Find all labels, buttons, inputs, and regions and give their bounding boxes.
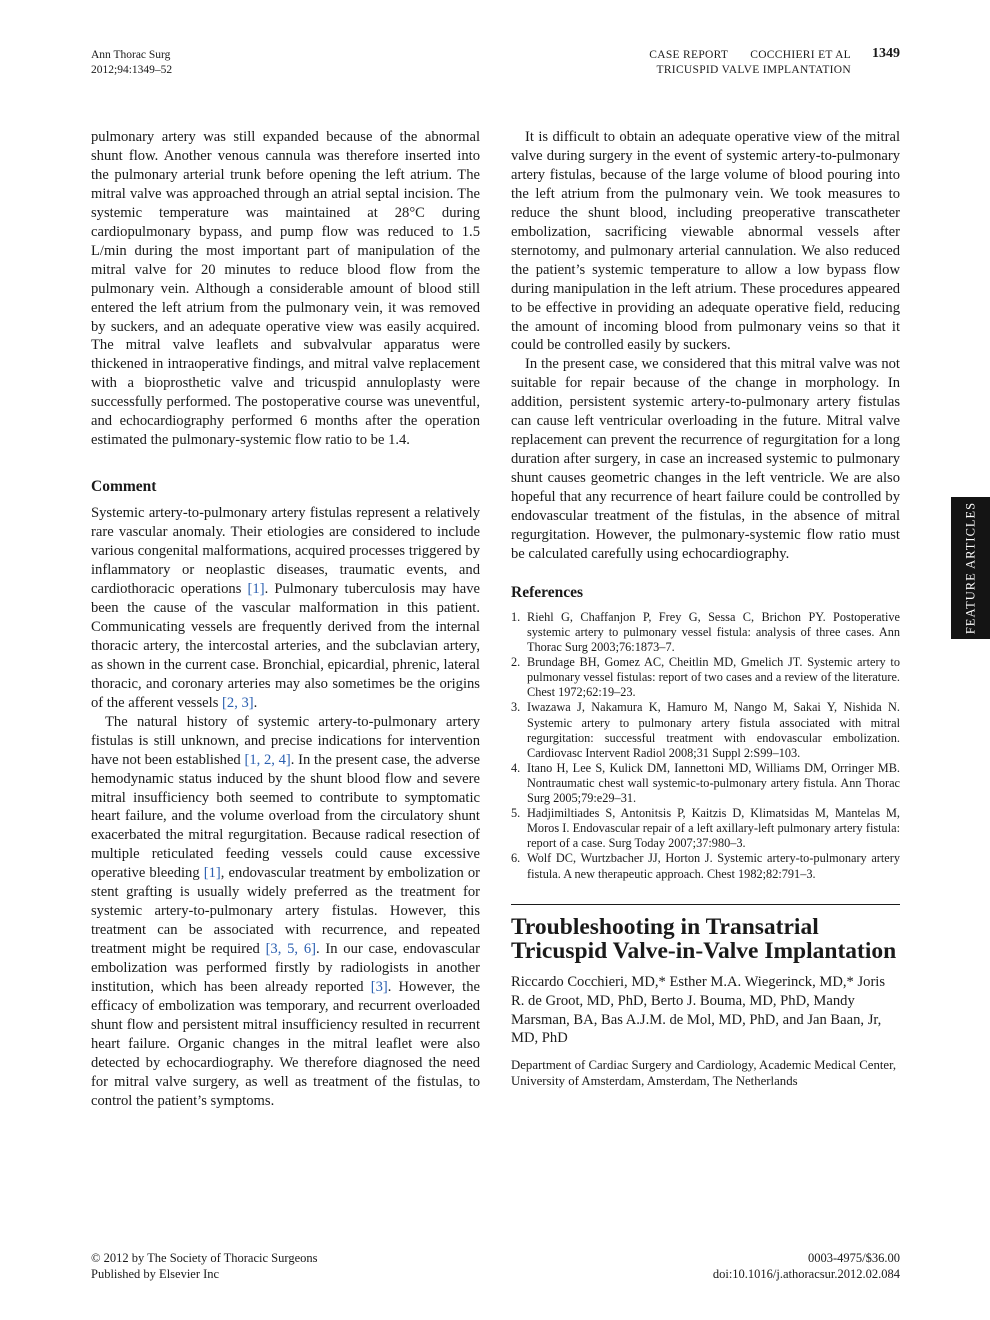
- body-paragraph: The natural history of systemic artery-to-pulmonary artery fistulas is still unknown, and precise indications for intervention have not been established [1, 2, 4]. In the present case, the adverse hemodynamic status induced by the shunt blood flow and severe mitral insufficiency both seemed to contribute to symptomatic heart failure, and the volume overload from the circulatory shunt exacerbated the mitral regurgitation. Because radical resection of multiple reticulated feeding vessels could cause excessive operative bleeding [1], endovascular treatment by embolization or stent grafting is usually widely preferred as the treatment for systemic artery-to-pulmonary artery fistulas. However, this treatment can be associated with recurrence, and repeated treatment might be required [3, 5, 6]. In our case, endovascular embolization was performed firstly by radiologists in another institution, which has been already reported [3]. However, the efficacy of embolization was temporary, and recurrent overloaded shunt flow and persistent mitral insufficiency resulted in recurrent heart failure. Organic changes in the mitral leaflet were also detected by echocardiography. We therefore diagnosed the need for mitral valve surgery, as well as treatment of the fistulas, to control the patient’s symptoms.: [91, 713, 481, 1109]
- body-paragraph: It is difficult to obtain an adequate operative view of the mitral valve during surgery in the event of systemic artery-to-pulmonary artery fistulas, because of the large volume of blood pouring into the left atrium from the pulmonary vein. We took measures to reduce the shunt blood, including preoperative transcatheter embolization, sacrificing viewable abnormal vessels after sternotomy, and pulmonary arterial cannulation. We also reduced the patient’s systemic temperature to allow a low bypass flow during manipulation in the left atrium. These procedures appeared to be effective in providing an adequate operative field, reducing the amount of incoming blood from pulmonary veins so that it could be controlled easily by suckers.: [511, 129, 900, 354]
- section-label: CASE REPORT: [649, 49, 729, 61]
- running-header-right: [649, 48, 851, 78]
- next-article-title: Troubleshooting in Transatrial Tricuspid Valve-in-Valve Implantation: [511, 913, 897, 964]
- copyright: © 2012 by The Society of Thoracic Surgeons: [91, 1251, 318, 1265]
- citation-link[interactable]: [3, 5, 6]: [265, 941, 316, 958]
- citation-link[interactable]: [1]: [203, 865, 221, 882]
- publisher: Published by Elsevier Inc: [91, 1267, 220, 1281]
- running-title: TRICUSPID VALVE IMPLANTATION: [656, 64, 851, 76]
- reference-item: 2. Brundage BH, Gomez AC, Cheitlin MD, Gmelich JT. Systemic artery to pulmonary vessel fistulas: report of two cases and a review of the literature. Chest 1972;62:19–23.: [511, 655, 900, 700]
- footer-right: [713, 1250, 900, 1282]
- reference-item: 5. Hadjimiltiades S, Antonitsis P, Kaitzis D, Klimatsidas M, Mantelas M, Moros I. Endovascular repair of a left axillary-left pulmonary artery fistula: report of a case. Surg Today 2007;37:980–3.: [511, 806, 900, 851]
- journal-name: Ann Thorac Surg: [91, 49, 171, 61]
- issn-price: 0003-4975/$36.00: [807, 1251, 900, 1265]
- volume-line: 2012;94:1349–52: [91, 64, 173, 76]
- feature-articles-tab: [951, 497, 990, 639]
- citation-link[interactable]: [2, 3]: [222, 694, 254, 711]
- reference-item: 1. Riehl G, Chaffanjon P, Frey G, Sessa C, Brichon PY. Postoperative systemic artery to pulmonary vessel fistula: analysis of three cases. Ann Thorac Surg 2003;76:1873–7.: [511, 609, 900, 655]
- body-paragraph: pulmonary artery was still expanded because of the abnormal shunt flow. Another venous cannula was therefore inserted into the pulmonary arterial trunk before opening the left atrium. The mitral valve was approached through an atrial septal incision. The systemic temperature was maintained at 28°C during cardiopulmonary bypass, and pump flow was reduced to 1.5 L/min during the most important part of manipulation of the mitral valve for 20 minutes to reduce blood flow from the pulmonary vein. Although a considerable amount of blood still entered the left atrium from the pulmonary vein, it was removed by suckers, and an adequate operative view was easily acquired. The mitral valve leaflets and subvalvular apparatus were thickened in intraoperative findings, and mitral valve replacement with a bioprosthetic valve and tricuspid annuloplasty were successfully performed. The postoperative course was uneventful, and echocardiography performed 6 months after the operation estimated the pulmonary-systemic flow ratio to be 1.4.: [91, 129, 480, 449]
- reference-item: 6. Wolf DC, Wurtzbacher JJ, Horton J. Systemic artery-to-pulmonary artery fistula. A new therapeutic approach. Chest 1982;82:791–3.: [511, 851, 900, 881]
- next-article-affiliation: Department of Cardiac Surgery and Cardiology, Academic Medical Center, University of Amsterdam, Amsterdam, The Netherlands: [511, 1058, 897, 1088]
- reference-item: 4. Itano H, Lee S, Kulick DM, Iannettoni MD, Williams DM, Orringer MB. Nontraumatic chest wall systemic-to-pulmonary artery fistula. Ann Thorac Surg 2005;79:e29–31.: [511, 760, 900, 806]
- authors-short: COCCHIERI ET AL: [750, 49, 851, 61]
- page-number: 1349: [872, 46, 900, 61]
- next-article-authors: Riccardo Cocchieri, MD,* Esther M.A. Wiegerinck, MD,* Joris R. de Groot, MD, PhD, Berto J. Bouma, MD, PhD, Mandy Marsman, BA, Bas A.J.M. de Mol, MD, PhD, and Jan Baan, Jr, MD, PhD: [511, 973, 886, 1047]
- comment-heading: Comment: [91, 478, 157, 496]
- citation-link[interactable]: [3]: [370, 979, 388, 996]
- body-paragraph: Systemic artery-to-pulmonary artery fistulas represent a relatively rare vascular anomaly. Their etiologies are considered to include various congenital malformations, acquired processes triggered by inflammatory or neoplastic diseases, traumatic events, and cardiothoracic operations [1]. Pulmonary tuberculosis may have been the cause of the vascular malformation in this patient. Communicating vessels are frequently derived from the internal thoracic artery, the intercostal arteries, and the subclavian artery, as shown in the current case. Bronchial, epicardial, phrenic, lateral thoracic, and coronary arteries may also sometimes be the origins of the afferent vessels [2, 3].: [91, 505, 480, 711]
- running-header-left: [91, 48, 172, 78]
- footer-left: [91, 1250, 317, 1282]
- side-tab-label: FEATURE ARTICLES: [963, 501, 977, 635]
- article-divider: [511, 904, 900, 905]
- citation-link[interactable]: [1, 2, 4]: [244, 751, 291, 768]
- reference-list: [511, 610, 900, 882]
- right-column: [511, 128, 900, 1089]
- doi[interactable]: doi:10.1016/j.athoracsur.2012.02.084: [712, 1267, 900, 1281]
- reference-item: 3. Iwazawa J, Nakamura K, Hamuro M, Nango M, Sakai Y, Nishida N. Systemic artery to pulmonary artery fistula associated with mitral regurgitation: successful treatment with endovascular embolization. Cardiovasc Intervent Radiol 2008;31 Suppl 2:S99–103.: [511, 700, 900, 760]
- references-heading: References: [511, 583, 584, 601]
- citation-link[interactable]: [1]: [247, 581, 265, 598]
- left-column: [91, 128, 480, 1111]
- body-paragraph: In the present case, we considered that this mitral valve was not suitable for repair because of the change in morphology. In addition, persistent systemic artery-to-pulmonary artery fistulas can cause left ventricular overloading in the future. Mitral valve replacement can prevent the recurrence of regurgitation for a long duration after surgery, in case an increased systemic to pulmonary shunt causes geometric changes in the left ventricle. We are also hopeful that any recurrence of heart failure could be controlled by endovascular treatment of the fistulas, in the absence of mitral regurgitation. However, the pulmonary-systemic flow ratio must be calculated carefully using echocardiography.: [511, 356, 900, 562]
